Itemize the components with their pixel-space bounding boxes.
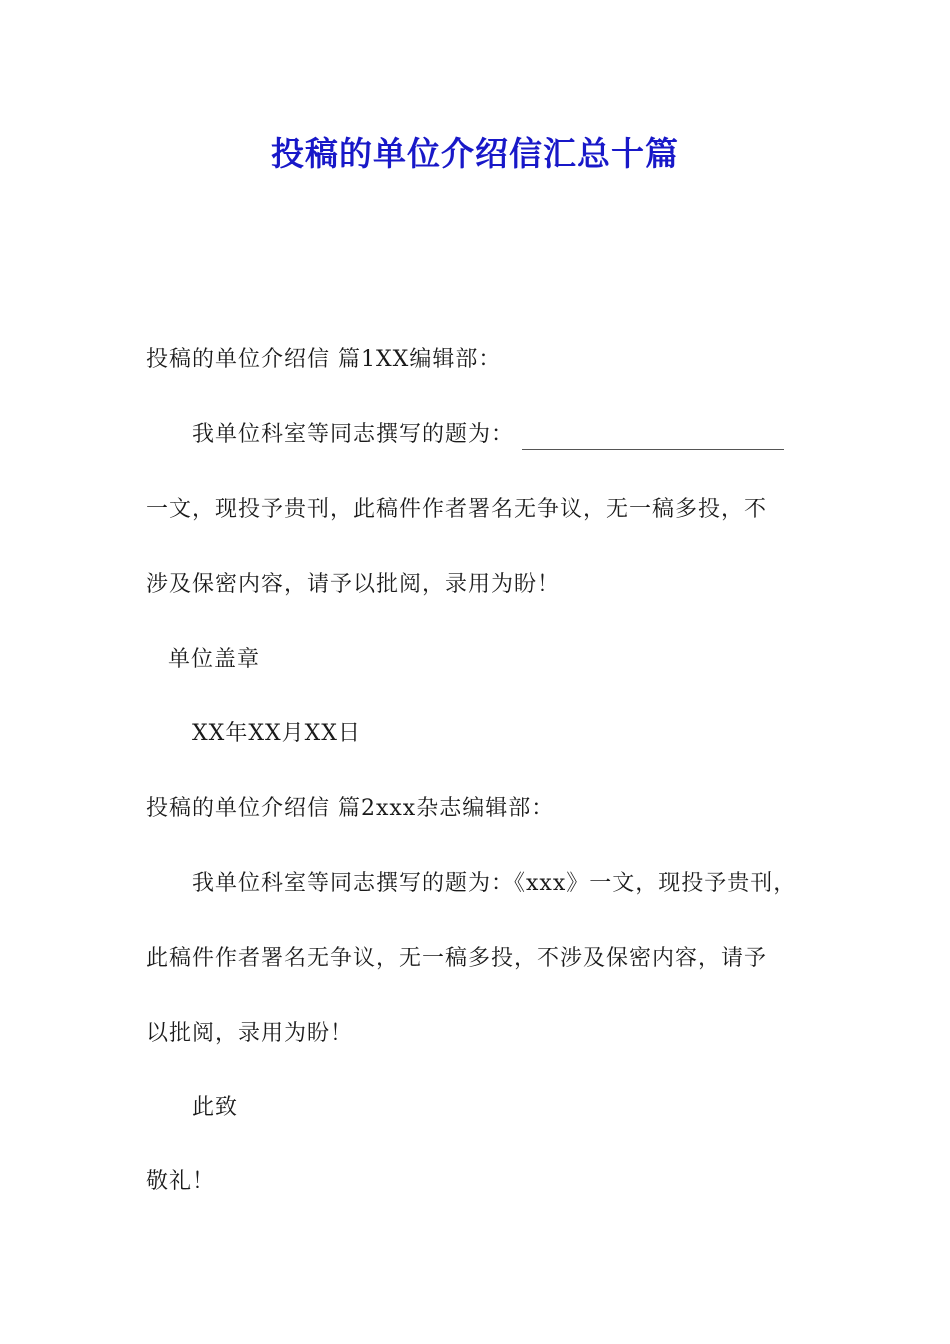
letter1-heading: 投稿的单位介绍信 篇1XX编辑部： <box>146 347 502 372</box>
letter1-seal: 单位盖章 <box>168 647 261 672</box>
letter1-body-line2: 一文，现投予贵刊，此稿件作者署名无争议，无一稿多投，不 <box>146 497 768 522</box>
letter1-date: XX年XX月XX日 <box>192 721 361 746</box>
letter2-closing1: 此致 <box>192 1095 239 1120</box>
title-blank-underline <box>522 427 784 450</box>
letter1-body-line1 <box>192 420 784 450</box>
letter2-body-line3: 以批阅，录用为盼！ <box>146 1021 354 1046</box>
letter2-body-line1: 我单位科室等同志撰写的题为：《xxx》一文，现投予贵刊， <box>192 871 797 896</box>
letter2-body-line2: 此稿件作者署名无争议，无一稿多投，不涉及保密内容，请予 <box>146 946 768 971</box>
letter2-heading: 投稿的单位介绍信 篇2xxx杂志编辑部： <box>146 796 555 821</box>
letter1-body-line3: 涉及保密内容，请予以批阅，录用为盼！ <box>146 572 561 597</box>
document-title: 投稿的单位介绍信汇总十篇 <box>271 134 679 173</box>
letter2-closing2: 敬礼！ <box>146 1169 216 1194</box>
letter1-body-line1-text: 我单位科室等同志撰写的题为： <box>192 422 515 447</box>
